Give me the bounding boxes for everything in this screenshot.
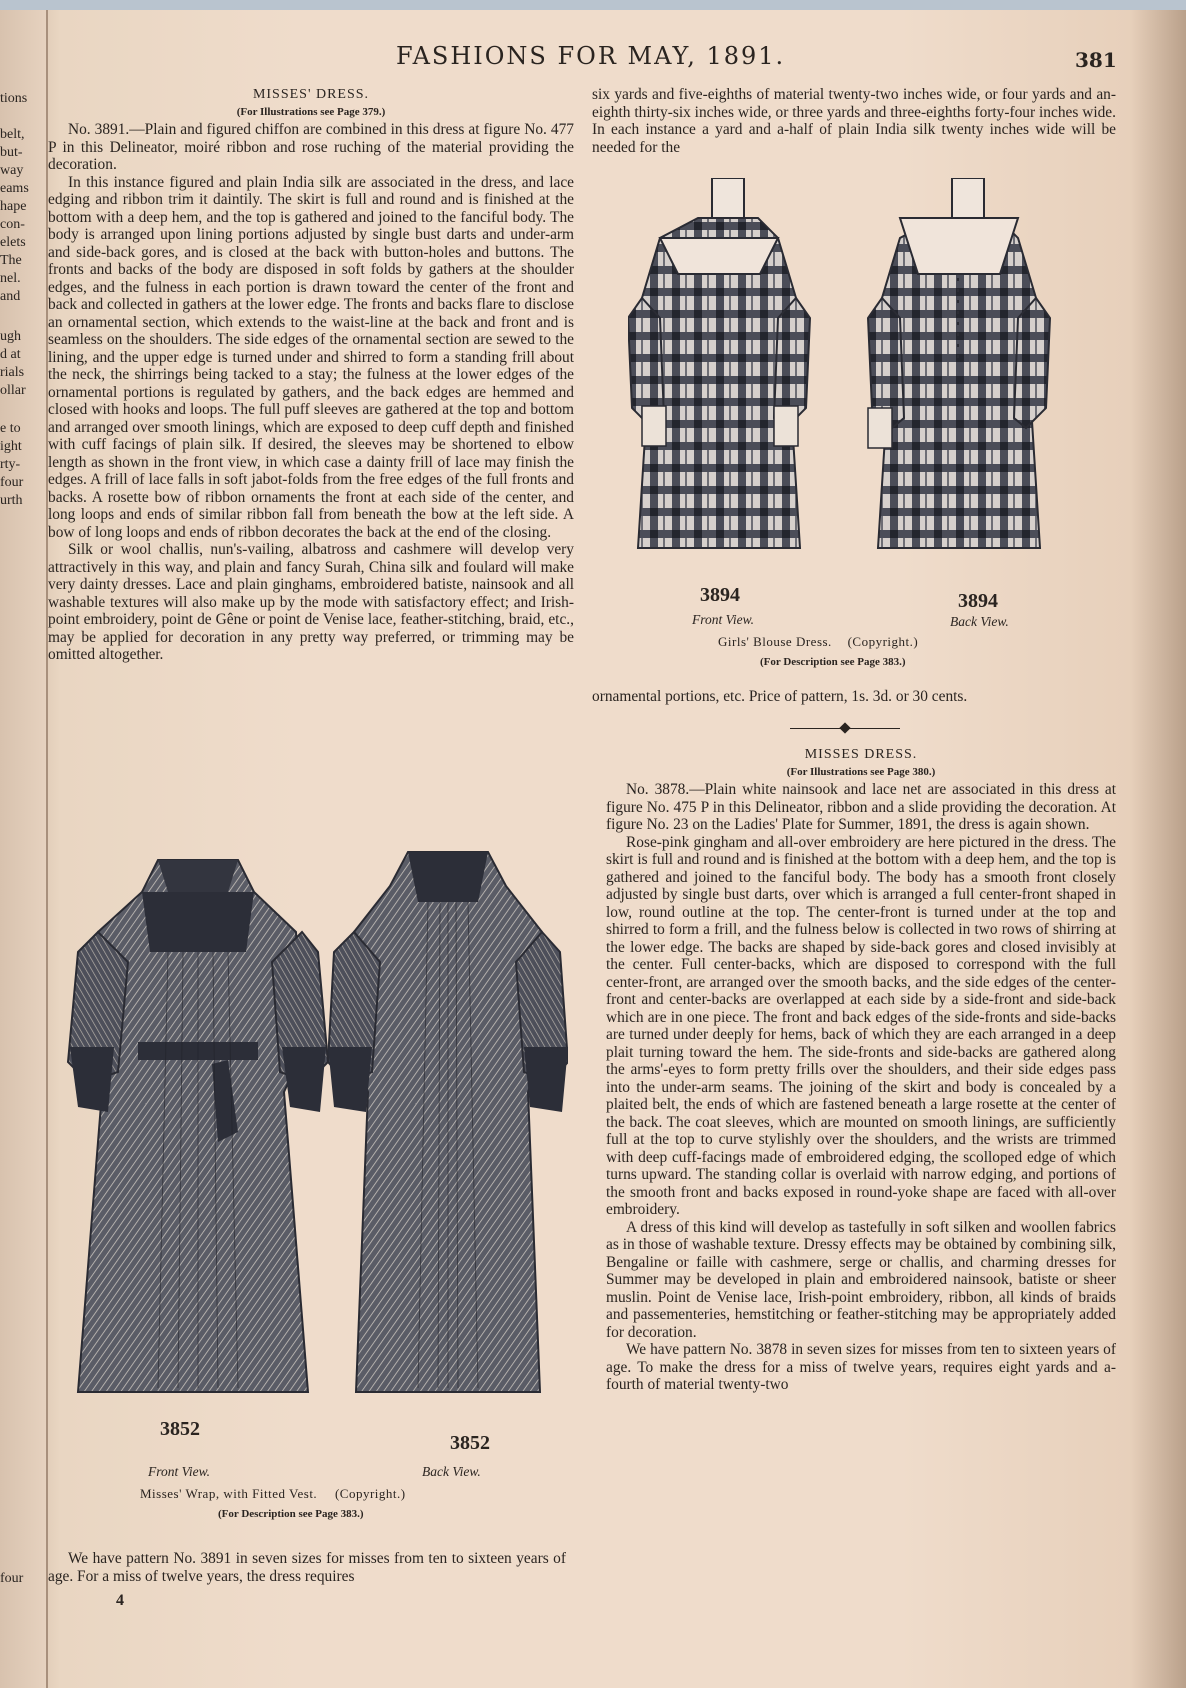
figure-number: 3852: [450, 1432, 490, 1454]
prev-word: hape: [0, 199, 27, 214]
figure-caption: Front View.: [148, 1464, 210, 1479]
right-article: [606, 746, 1116, 1394]
prev-word: four: [0, 475, 24, 490]
paragraph: In this instance figured and plain India silk are associated in the dress, and lace edging and ribbon trim it daintily. The skirt is full and round and is finished at the bottom with a deep hem, and the top is gathered and joined to the fanciful body. The body is arranged upon lining portions adjusted by single bust darts and under-arm and side-back gores, and is closed at the back with button-holes and buttons. The fronts and backs of the body are disposed in soft folds by gathers at the shoulder edges, and the fulness in each portion is drawn toward the center of the front and back and collected in gathers at the lower edge. The fronts and backs flare to disclose an ornamental section, which extends to the waist-line at the back and front and is seamless on the shoulders. The side edges of the ornamental section are sewed to the lining, and the upper edge is turned under and shirred to form a standing frill about the neck, the shirrings being tacked to a stay; the fulness at the lower edges of the ornamental portions is regulated by gathers, and the back edges are hemmed and closed with hooks and loops. The full puff sleeves are gathered at the top and bottom and arranged over smooth linings, which are exposed to deep cuff depth and finished with cuff facings of plain silk. If desired, the sleeves may be shortened to elbow length as shown in the front view, in which case a dainty frill of lace may finish the edges. A frill of lace falls in soft jabot-folds from the free edges of the full fronts and backs. A rosette bow of ribbon ornaments the front at each side of the center, and long loops and ends of similar ribbon fall from beneath the bow at the left side. A bow of long loops and ends of ribbon decorates the back at the end of the closing.: [48, 173, 574, 541]
figure-number: 3852: [160, 1418, 200, 1440]
prev-word: rials: [0, 365, 25, 380]
prev-word: but-: [0, 145, 23, 160]
paragraph: ornamental portions, etc. Price of pattern, 1s. 3d. or 30 cents.: [592, 688, 968, 705]
prev-word: ight: [0, 439, 22, 454]
divider-ornament: [839, 722, 850, 733]
prev-word: The: [0, 253, 22, 268]
prev-word: urth: [0, 493, 23, 508]
page-title: FASHIONS FOR MAY, 1891.: [396, 42, 786, 70]
article-subheading: (For Illustrations see Page 380.): [786, 765, 936, 778]
wrap-illustration: [58, 832, 568, 1432]
figure-title-line: [718, 634, 918, 650]
figure-title-line: [140, 1486, 406, 1502]
top-edge: [0, 0, 1186, 10]
left-article: [48, 86, 574, 664]
prev-word: ollar: [0, 383, 26, 398]
paragraph: We have pattern No. 3891 in seven sizes for misses from ten to sixteen years of age. For a miss of twelve years, the dress requires: [48, 1550, 566, 1585]
girls-dress-illustration: [628, 178, 1088, 578]
figure-title: Misses' Wrap, with Fitted Vest.: [140, 1486, 318, 1501]
right-top-text: [592, 86, 1116, 156]
copyright: (Copyright.): [847, 634, 919, 649]
figure-desc: (For Description see Page 383.): [760, 656, 906, 668]
prev-word: way: [0, 163, 24, 178]
prev-word: tions: [0, 91, 28, 106]
previous-page-edge: [0, 10, 48, 1688]
pattern-price-line: [592, 688, 1116, 706]
prev-word: nel.: [0, 271, 21, 286]
prev-word: elets: [0, 235, 26, 250]
figure-caption: Front View.: [692, 612, 754, 627]
girls-front-figure: [628, 178, 810, 548]
article-heading: MISSES DRESS.: [804, 747, 918, 762]
figure-desc: (For Description see Page 383.): [218, 1508, 364, 1520]
prev-word: belt,: [0, 127, 25, 142]
figure-caption: Back View.: [422, 1464, 481, 1479]
prev-word: d at: [0, 347, 21, 362]
figure-number: 3894: [958, 590, 998, 612]
prev-word: eams: [0, 181, 29, 196]
paragraph: We have pattern No. 3878 in seven sizes for misses from ten to sixteen years of age. To make the dress for a miss of twelve years, requires eight yards and a-fourth of material twenty-two: [606, 1341, 1116, 1393]
prev-word: e to: [0, 421, 21, 436]
page-number: 381: [1075, 48, 1117, 72]
prev-word: con-: [0, 217, 25, 232]
copyright: (Copyright.): [334, 1486, 406, 1501]
girls-back-figure: [868, 178, 1050, 548]
paragraph: Silk or wool challis, nun's-vailing, albatross and cashmere will develop very attractively in this way, and plain and fancy Surah, China silk and foulard will make very dainty dresses. Lace and plain ginghams, embroidered batiste, nainsook and all washable textures will also make up by the mode with satisfactory effect; and Irish-point embroidery, point de Gêne or point de Venise lace, feather-stitching, braid, etc., may be applied for decoration in any pretty way preferred, or trimming may be omitted altogether.: [48, 541, 574, 663]
figure-title: Girls' Blouse Dress.: [718, 634, 832, 649]
page-header: [0, 42, 1186, 72]
paragraph: No. 3891.—Plain and figured chiffon are combined in this dress at figure No. 477 P in this Delineator, moiré ribbon and rose ruching of the material providing the decoration.: [48, 121, 574, 173]
paragraph: A dress of this kind will develop as tastefully in soft silken and woollen fabrics as in those of washable texture. Dressy effects may be obtained by combining silk, Bengaline or faille with cashmere, serge or challis, and charming dresses for Summer may be developed in plain and embroidered nainsook, batiste or sheer muslin. Point de Venise lace, Irish-point embroidery, ribbon, all kinds of braids and passementeries, hemstitching or feather-stitching may be appropriately added for decoration.: [606, 1218, 1116, 1341]
paragraph: Rose-pink gingham and all-over embroidery are here pictured in the dress. The skirt is full and round and is finished at the bottom with a deep hem, and the top is gathered and joined to the fanciful body. The body has a smooth front closely adjusted by single bust darts, over which is arranged a full center-front shaped in low, round outline at the top. The center-front is turned under at the top and shirred to form a frill, and the fulness below is collected in two rows of shirring at the lower edge. The backs are shaped by side-back gores and closed invisibly at the center. Full center-backs, which are disposed to correspond with the full center-front, are arranged over the smooth backs, and the side edges of the center-front and center-backs are overlapped at each side by a side-front and side-back which are in one piece. The front and back edges of the side-fronts and side-backs are turned under deeply for hems, back of which they are each arranged in a deep plait turning toward the hem. The side-fronts and side-backs are gathered along the arms'-eyes to form pretty frills over the shoulders, and their side edges pass into the under-arm seams. The joining of the skirt and body is concealed by a plaited belt, the ends of which are fastened beneath a large rosette at the center of the back. The coat sleeves, which are mounted on smooth linings, are sufficiently full at the top to curve stylishly over the shoulders, and the wrists are trimmed with deep cuff-facings made of embroidered edging, the scolloped edge of which turns upward. The standing collar is overlaid with narrow edging, and portions of the smooth front and backs exposed in round-yoke shape are faced with all-over embroidery.: [606, 833, 1116, 1218]
prev-word: and: [0, 289, 21, 304]
folio: 4: [116, 1592, 124, 1609]
left-bottom-paragraph: [48, 1550, 566, 1585]
figure-caption: Back View.: [950, 614, 1009, 629]
paragraph: No. 3878.—Plain white nainsook and lace net are associated in this dress at figure No. 475 P in this Delineator, ribbon and a slide providing the decoration. At figure No. 23 on the Ladies' Plate for Summer, 1891, the dress is again shown.: [606, 781, 1116, 833]
prev-word: four: [0, 1571, 24, 1586]
prev-word: ugh: [0, 329, 21, 344]
article-heading: MISSES' DRESS.: [252, 87, 370, 102]
figure-number: 3894: [700, 584, 740, 606]
wrap-front-figure: [68, 860, 328, 1392]
paragraph: six yards and five-eighths of material twenty-two inches wide, or four yards and an-eighth thirty-six inches wide, or three yards and three-eighths forty-four inches wide. In each instance a yard and a-half of plain India silk twenty inches wide will be needed for the: [592, 86, 1116, 156]
article-subheading: (For Illustrations see Page 379.): [236, 105, 386, 118]
wrap-back-figure: [328, 852, 568, 1392]
prev-word: rty-: [0, 457, 21, 472]
